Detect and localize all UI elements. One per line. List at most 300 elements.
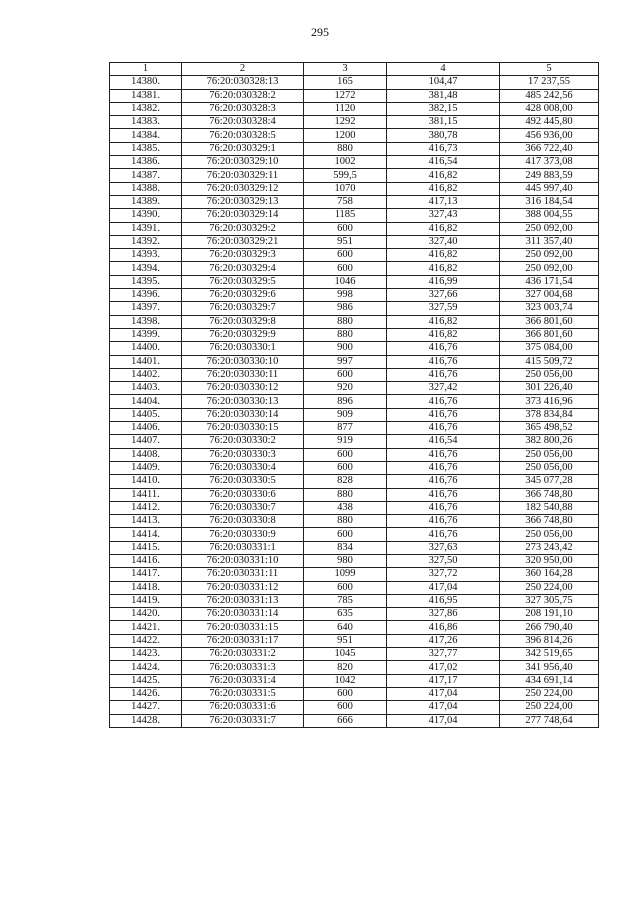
- value-cell: 301 226,40: [500, 382, 599, 395]
- rate-cell: 416,86: [387, 621, 500, 634]
- table-row: [110, 222, 599, 235]
- column-header-3: 3: [304, 63, 387, 76]
- table-row: [110, 621, 599, 634]
- table-row: [110, 435, 599, 448]
- row-number-cell: 14382.: [110, 102, 182, 115]
- table-row: [110, 116, 599, 129]
- row-number-cell: 14387.: [110, 169, 182, 182]
- value-cell: 366 801,60: [500, 315, 599, 328]
- row-number-cell: 14425.: [110, 674, 182, 687]
- cadastral-number-cell: 76:20:030329:2: [182, 222, 304, 235]
- row-number-cell: 14427.: [110, 701, 182, 714]
- value-cell: 373 416,96: [500, 395, 599, 408]
- value-cell: 417 373,08: [500, 156, 599, 169]
- cadastral-number-cell: 76:20:030331:11: [182, 568, 304, 581]
- area-cell: 640: [304, 621, 387, 634]
- area-cell: 600: [304, 581, 387, 594]
- table-row: [110, 368, 599, 381]
- cadastral-number-cell: 76:20:030331:14: [182, 608, 304, 621]
- table-row: [110, 528, 599, 541]
- table-row: [110, 235, 599, 248]
- rate-cell: 327,72: [387, 568, 500, 581]
- area-cell: 909: [304, 408, 387, 421]
- area-cell: 1099: [304, 568, 387, 581]
- value-cell: 492 445,80: [500, 116, 599, 129]
- rate-cell: 416,76: [387, 342, 500, 355]
- cadastral-number-cell: 76:20:030330:15: [182, 422, 304, 435]
- table-row: [110, 315, 599, 328]
- row-number-cell: 14428.: [110, 714, 182, 727]
- cadastral-number-cell: 76:20:030330:9: [182, 528, 304, 541]
- value-cell: 365 498,52: [500, 422, 599, 435]
- area-cell: 600: [304, 701, 387, 714]
- area-cell: 600: [304, 368, 387, 381]
- rate-cell: 416,54: [387, 156, 500, 169]
- rate-cell: 327,40: [387, 235, 500, 248]
- value-cell: 396 814,26: [500, 634, 599, 647]
- area-cell: 880: [304, 315, 387, 328]
- table-row: [110, 275, 599, 288]
- rate-cell: 416,82: [387, 315, 500, 328]
- value-cell: 327 305,75: [500, 594, 599, 607]
- row-number-cell: 14415.: [110, 541, 182, 554]
- rate-cell: 327,86: [387, 608, 500, 621]
- area-cell: 758: [304, 195, 387, 208]
- rate-cell: 416,73: [387, 142, 500, 155]
- area-cell: 1185: [304, 209, 387, 222]
- area-cell: 997: [304, 355, 387, 368]
- area-cell: 600: [304, 222, 387, 235]
- row-number-cell: 14409.: [110, 461, 182, 474]
- rate-cell: 416,76: [387, 395, 500, 408]
- cadastral-number-cell: 76:20:030331:4: [182, 674, 304, 687]
- row-number-cell: 14418.: [110, 581, 182, 594]
- table-body: [110, 76, 599, 728]
- cadastral-number-cell: 76:20:030329:4: [182, 262, 304, 275]
- row-number-cell: 14417.: [110, 568, 182, 581]
- table-row: [110, 568, 599, 581]
- rate-cell: 416,82: [387, 262, 500, 275]
- area-cell: 666: [304, 714, 387, 727]
- row-number-cell: 14426.: [110, 687, 182, 700]
- value-cell: 366 748,80: [500, 488, 599, 501]
- value-cell: 415 509,72: [500, 355, 599, 368]
- cadastral-number-cell: 76:20:030329:1: [182, 142, 304, 155]
- table-row: [110, 342, 599, 355]
- area-cell: 635: [304, 608, 387, 621]
- table-row: [110, 382, 599, 395]
- row-number-cell: 14412.: [110, 501, 182, 514]
- row-number-cell: 14410.: [110, 475, 182, 488]
- table-row: [110, 515, 599, 528]
- table-row: [110, 182, 599, 195]
- cadastral-number-cell: 76:20:030329:10: [182, 156, 304, 169]
- cadastral-number-cell: 76:20:030331:2: [182, 648, 304, 661]
- value-cell: 250 056,00: [500, 368, 599, 381]
- rate-cell: 327,50: [387, 554, 500, 567]
- row-number-cell: 14422.: [110, 634, 182, 647]
- row-number-cell: 14402.: [110, 368, 182, 381]
- row-number-cell: 14390.: [110, 209, 182, 222]
- cadastral-number-cell: 76:20:030330:2: [182, 435, 304, 448]
- rate-cell: 417,02: [387, 661, 500, 674]
- row-number-cell: 14413.: [110, 515, 182, 528]
- area-cell: 1292: [304, 116, 387, 129]
- row-number-cell: 14405.: [110, 408, 182, 421]
- value-cell: 266 790,40: [500, 621, 599, 634]
- value-cell: 323 003,74: [500, 302, 599, 315]
- row-number-cell: 14394.: [110, 262, 182, 275]
- row-number-cell: 14403.: [110, 382, 182, 395]
- area-cell: 599,5: [304, 169, 387, 182]
- cadastral-number-cell: 76:20:030330:5: [182, 475, 304, 488]
- cadastral-number-cell: 76:20:030331:7: [182, 714, 304, 727]
- cadastral-number-cell: 76:20:030331:5: [182, 687, 304, 700]
- cadastral-number-cell: 76:20:030328:2: [182, 89, 304, 102]
- value-cell: 445 997,40: [500, 182, 599, 195]
- cadastral-number-cell: 76:20:030331:6: [182, 701, 304, 714]
- cadastral-number-cell: 76:20:030329:14: [182, 209, 304, 222]
- row-number-cell: 14392.: [110, 235, 182, 248]
- area-cell: 600: [304, 528, 387, 541]
- rate-cell: 327,59: [387, 302, 500, 315]
- rate-cell: 104,47: [387, 76, 500, 89]
- cadastral-number-cell: 76:20:030331:12: [182, 581, 304, 594]
- value-cell: 456 936,00: [500, 129, 599, 142]
- rate-cell: 417,13: [387, 195, 500, 208]
- table-row: [110, 142, 599, 155]
- table-row: [110, 448, 599, 461]
- row-number-cell: 14414.: [110, 528, 182, 541]
- row-number-cell: 14406.: [110, 422, 182, 435]
- area-cell: 986: [304, 302, 387, 315]
- rate-cell: 416,76: [387, 448, 500, 461]
- rate-cell: 416,76: [387, 488, 500, 501]
- value-cell: 366 748,80: [500, 515, 599, 528]
- table-row: [110, 634, 599, 647]
- cadastral-number-cell: 76:20:030329:3: [182, 249, 304, 262]
- area-cell: 880: [304, 488, 387, 501]
- row-number-cell: 14401.: [110, 355, 182, 368]
- rate-cell: 416,76: [387, 368, 500, 381]
- table-header-row: [110, 63, 599, 76]
- table-row: [110, 156, 599, 169]
- area-cell: 880: [304, 515, 387, 528]
- value-cell: 208 191,10: [500, 608, 599, 621]
- cadastral-number-cell: 76:20:030329:7: [182, 302, 304, 315]
- row-number-cell: 14400.: [110, 342, 182, 355]
- cadastral-number-cell: 76:20:030331:15: [182, 621, 304, 634]
- area-cell: 1002: [304, 156, 387, 169]
- table-row: [110, 89, 599, 102]
- area-cell: 1046: [304, 275, 387, 288]
- rate-cell: 417,04: [387, 714, 500, 727]
- row-number-cell: 14408.: [110, 448, 182, 461]
- rate-cell: 380,78: [387, 129, 500, 142]
- column-header-2: 2: [182, 63, 304, 76]
- area-cell: 600: [304, 448, 387, 461]
- area-cell: 880: [304, 142, 387, 155]
- value-cell: 250 224,00: [500, 581, 599, 594]
- table-row: [110, 195, 599, 208]
- row-number-cell: 14383.: [110, 116, 182, 129]
- table-row: [110, 475, 599, 488]
- row-number-cell: 14396.: [110, 289, 182, 302]
- value-cell: 250 092,00: [500, 222, 599, 235]
- value-cell: 250 056,00: [500, 448, 599, 461]
- rate-cell: 417,17: [387, 674, 500, 687]
- table-row: [110, 594, 599, 607]
- table-row: [110, 687, 599, 700]
- row-number-cell: 14416.: [110, 554, 182, 567]
- rate-cell: 327,42: [387, 382, 500, 395]
- row-number-cell: 14386.: [110, 156, 182, 169]
- cadastral-number-cell: 76:20:030330:4: [182, 461, 304, 474]
- area-cell: 951: [304, 235, 387, 248]
- cadastral-number-cell: 76:20:030330:7: [182, 501, 304, 514]
- rate-cell: 327,77: [387, 648, 500, 661]
- value-cell: 434 691,14: [500, 674, 599, 687]
- value-cell: 366 722,40: [500, 142, 599, 155]
- cadastral-number-cell: 76:20:030329:8: [182, 315, 304, 328]
- cadastral-number-cell: 76:20:030330:3: [182, 448, 304, 461]
- cadastral-number-cell: 76:20:030330:10: [182, 355, 304, 368]
- rate-cell: 381,48: [387, 89, 500, 102]
- value-cell: 250 224,00: [500, 701, 599, 714]
- row-number-cell: 14423.: [110, 648, 182, 661]
- area-cell: 1070: [304, 182, 387, 195]
- rate-cell: 416,82: [387, 222, 500, 235]
- table-row: [110, 302, 599, 315]
- rate-cell: 417,04: [387, 581, 500, 594]
- area-cell: 1042: [304, 674, 387, 687]
- cadastral-number-cell: 76:20:030330:14: [182, 408, 304, 421]
- cadastral-number-cell: 76:20:030330:11: [182, 368, 304, 381]
- rate-cell: 382,15: [387, 102, 500, 115]
- row-number-cell: 14404.: [110, 395, 182, 408]
- value-cell: 382 800,26: [500, 435, 599, 448]
- value-cell: 249 883,59: [500, 169, 599, 182]
- table-row: [110, 249, 599, 262]
- area-cell: 1045: [304, 648, 387, 661]
- page-number: 295: [311, 25, 329, 39]
- row-number-cell: 14397.: [110, 302, 182, 315]
- value-cell: 485 242,56: [500, 89, 599, 102]
- value-cell: 342 519,65: [500, 648, 599, 661]
- cadastral-number-cell: 76:20:030331:3: [182, 661, 304, 674]
- table-row: [110, 501, 599, 514]
- cadastral-number-cell: 76:20:030328:3: [182, 102, 304, 115]
- rate-cell: 416,82: [387, 328, 500, 341]
- row-number-cell: 14393.: [110, 249, 182, 262]
- area-cell: 438: [304, 501, 387, 514]
- area-cell: 951: [304, 634, 387, 647]
- area-cell: 600: [304, 461, 387, 474]
- value-cell: 250 056,00: [500, 461, 599, 474]
- cadastral-number-cell: 76:20:030331:10: [182, 554, 304, 567]
- cadastral-number-cell: 76:20:030329:9: [182, 328, 304, 341]
- rate-cell: 416,95: [387, 594, 500, 607]
- cadastral-number-cell: 76:20:030329:21: [182, 235, 304, 248]
- table-row: [110, 701, 599, 714]
- area-cell: 828: [304, 475, 387, 488]
- cadastral-number-cell: 76:20:030329:6: [182, 289, 304, 302]
- area-cell: 920: [304, 382, 387, 395]
- table-row: [110, 262, 599, 275]
- row-number-cell: 14395.: [110, 275, 182, 288]
- value-cell: 436 171,54: [500, 275, 599, 288]
- area-cell: 1120: [304, 102, 387, 115]
- cadastral-number-cell: 76:20:030331:1: [182, 541, 304, 554]
- area-cell: 919: [304, 435, 387, 448]
- table-row: [110, 554, 599, 567]
- rate-cell: 416,99: [387, 275, 500, 288]
- row-number-cell: 14419.: [110, 594, 182, 607]
- rate-cell: 327,63: [387, 541, 500, 554]
- row-number-cell: 14380.: [110, 76, 182, 89]
- value-cell: 360 164,28: [500, 568, 599, 581]
- area-cell: 877: [304, 422, 387, 435]
- area-cell: 998: [304, 289, 387, 302]
- rate-cell: 416,76: [387, 515, 500, 528]
- area-cell: 1200: [304, 129, 387, 142]
- cadastral-number-cell: 76:20:030329:11: [182, 169, 304, 182]
- table-row: [110, 129, 599, 142]
- cadastral-number-cell: 76:20:030328:5: [182, 129, 304, 142]
- value-cell: 345 077,28: [500, 475, 599, 488]
- table-row: [110, 395, 599, 408]
- column-header-4: 4: [387, 63, 500, 76]
- cadastral-number-cell: 76:20:030330:13: [182, 395, 304, 408]
- row-number-cell: 14391.: [110, 222, 182, 235]
- row-number-cell: 14420.: [110, 608, 182, 621]
- area-cell: 980: [304, 554, 387, 567]
- table-row: [110, 714, 599, 727]
- table-row: [110, 209, 599, 222]
- rate-cell: 417,04: [387, 687, 500, 700]
- table-row: [110, 581, 599, 594]
- area-cell: 896: [304, 395, 387, 408]
- row-number-cell: 14388.: [110, 182, 182, 195]
- rate-cell: 416,54: [387, 435, 500, 448]
- value-cell: 327 004,68: [500, 289, 599, 302]
- value-cell: 250 224,00: [500, 687, 599, 700]
- rate-cell: 417,04: [387, 701, 500, 714]
- rate-cell: 416,76: [387, 422, 500, 435]
- table-row: [110, 648, 599, 661]
- value-cell: 250 056,00: [500, 528, 599, 541]
- table-row: [110, 169, 599, 182]
- table-row: [110, 674, 599, 687]
- cadastral-number-cell: 76:20:030330:6: [182, 488, 304, 501]
- area-cell: 1272: [304, 89, 387, 102]
- row-number-cell: 14399.: [110, 328, 182, 341]
- value-cell: 375 084,00: [500, 342, 599, 355]
- table-row: [110, 488, 599, 501]
- value-cell: 182 540,88: [500, 501, 599, 514]
- column-header-1: 1: [110, 63, 182, 76]
- cadastral-number-cell: 76:20:030331:17: [182, 634, 304, 647]
- cadastral-number-cell: 76:20:030329:13: [182, 195, 304, 208]
- cadastral-number-cell: 76:20:030330:1: [182, 342, 304, 355]
- area-cell: 900: [304, 342, 387, 355]
- table-row: [110, 422, 599, 435]
- area-cell: 600: [304, 249, 387, 262]
- area-cell: 785: [304, 594, 387, 607]
- rate-cell: 416,76: [387, 461, 500, 474]
- rate-cell: 416,82: [387, 182, 500, 195]
- value-cell: 273 243,42: [500, 541, 599, 554]
- rate-cell: 416,82: [387, 249, 500, 262]
- cadastral-number-cell: 76:20:030330:8: [182, 515, 304, 528]
- value-cell: 378 834,84: [500, 408, 599, 421]
- value-cell: 316 184,54: [500, 195, 599, 208]
- table-row: [110, 661, 599, 674]
- area-cell: 834: [304, 541, 387, 554]
- rate-cell: 416,76: [387, 408, 500, 421]
- value-cell: 277 748,64: [500, 714, 599, 727]
- row-number-cell: 14398.: [110, 315, 182, 328]
- table-row: [110, 102, 599, 115]
- cadastral-number-cell: 76:20:030330:12: [182, 382, 304, 395]
- row-number-cell: 14385.: [110, 142, 182, 155]
- column-header-5: 5: [500, 63, 599, 76]
- table-row: [110, 608, 599, 621]
- rate-cell: 416,76: [387, 501, 500, 514]
- rate-cell: 327,43: [387, 209, 500, 222]
- table-row: [110, 408, 599, 421]
- value-cell: 250 092,00: [500, 262, 599, 275]
- area-cell: 600: [304, 687, 387, 700]
- value-cell: 311 357,40: [500, 235, 599, 248]
- table-row: [110, 541, 599, 554]
- value-cell: 250 092,00: [500, 249, 599, 262]
- table-row: [110, 461, 599, 474]
- row-number-cell: 14424.: [110, 661, 182, 674]
- rate-cell: 416,76: [387, 528, 500, 541]
- value-cell: 341 956,40: [500, 661, 599, 674]
- value-cell: 320 950,00: [500, 554, 599, 567]
- row-number-cell: 14407.: [110, 435, 182, 448]
- table-row: [110, 328, 599, 341]
- rate-cell: 416,76: [387, 355, 500, 368]
- rate-cell: 417,26: [387, 634, 500, 647]
- row-number-cell: 14411.: [110, 488, 182, 501]
- cadastral-number-cell: 76:20:030329:12: [182, 182, 304, 195]
- value-cell: 17 237,55: [500, 76, 599, 89]
- table-row: [110, 289, 599, 302]
- rate-cell: 416,76: [387, 475, 500, 488]
- row-number-cell: 14381.: [110, 89, 182, 102]
- row-number-cell: 14384.: [110, 129, 182, 142]
- value-cell: 366 801,60: [500, 328, 599, 341]
- area-cell: 165: [304, 76, 387, 89]
- cadastral-number-cell: 76:20:030329:5: [182, 275, 304, 288]
- area-cell: 880: [304, 328, 387, 341]
- rate-cell: 327,66: [387, 289, 500, 302]
- table-row: [110, 355, 599, 368]
- cadastral-number-cell: 76:20:030328:13: [182, 76, 304, 89]
- value-cell: 428 008,00: [500, 102, 599, 115]
- table-row: [110, 76, 599, 89]
- cadastral-number-cell: 76:20:030328:4: [182, 116, 304, 129]
- rate-cell: 381,15: [387, 116, 500, 129]
- area-cell: 820: [304, 661, 387, 674]
- row-number-cell: 14389.: [110, 195, 182, 208]
- cadastral-table: [109, 62, 599, 728]
- value-cell: 388 004,55: [500, 209, 599, 222]
- cadastral-number-cell: 76:20:030331:13: [182, 594, 304, 607]
